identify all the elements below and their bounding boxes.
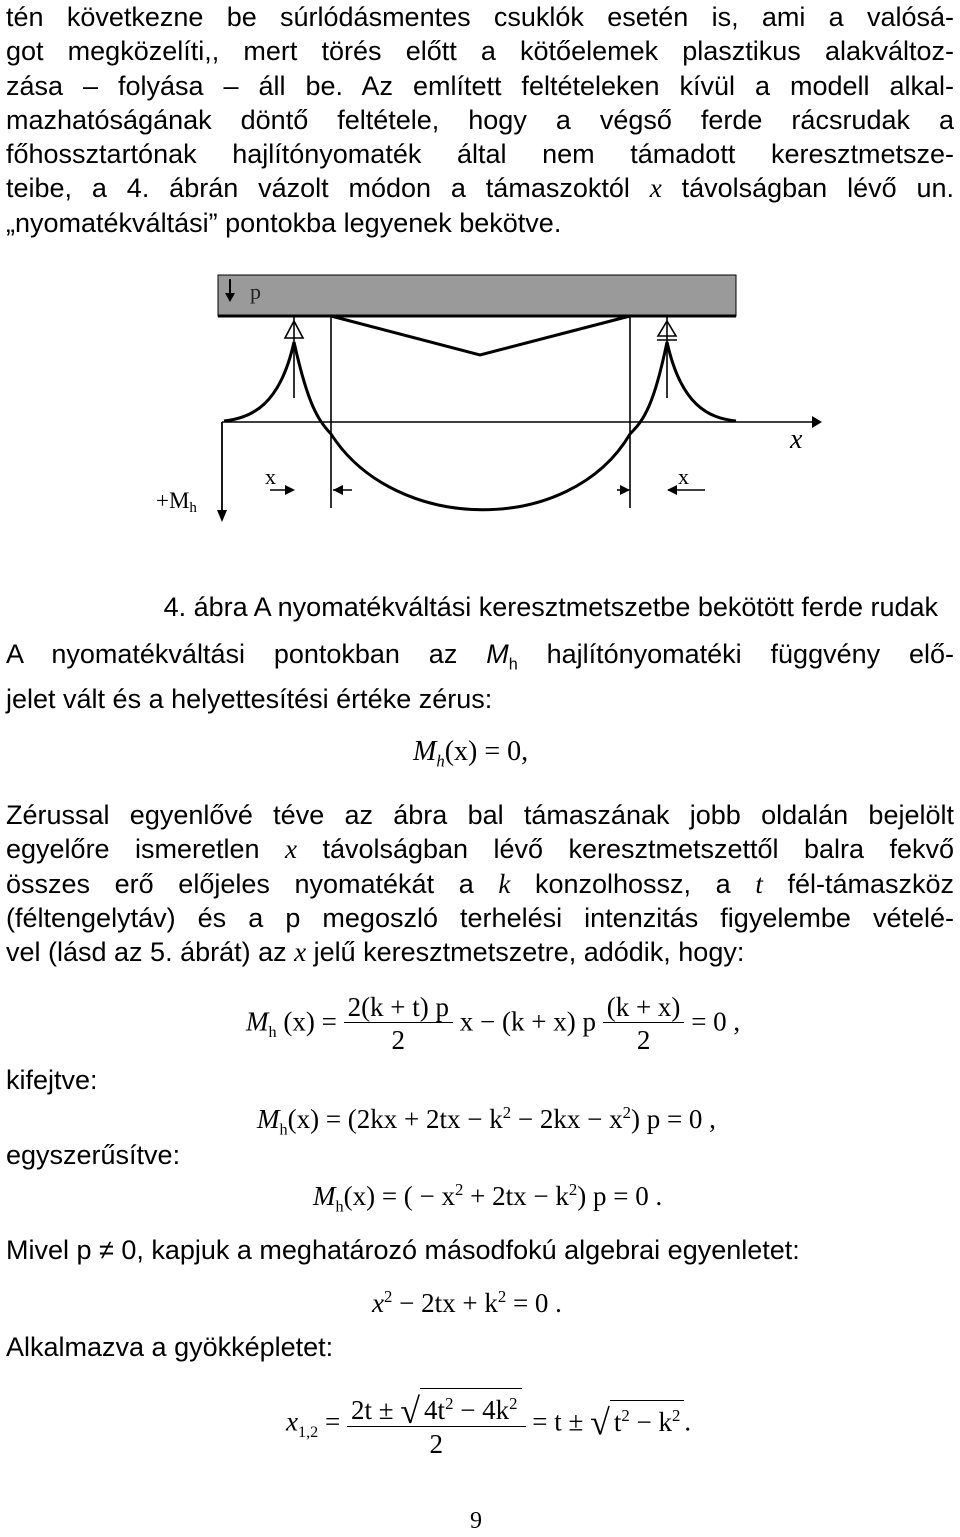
moment-label: +Mh [156,488,197,516]
text-line: tén következne be súrlódásmentes csuklók esetén is, ami a valósá- [6,2,954,32]
label-kifejtve: kifejtve: [6,1065,98,1095]
text-line: zása – folyása – áll be. Az említett feltételeken kívül a modell alkal- [6,70,954,101]
paragraph-3 [6,798,954,969]
label-egyszerusitve: egyszerűsítve: [6,1140,181,1170]
text-line: jelet vált és a helyettesítési értéke zérus: [6,683,493,714]
x-dimension-left [270,485,352,495]
equation-6: $x_{1,2}$ = $\frac{2t \pm √ 4t^2 - 4k^2}{2}$ = t ± √ $t^2 - k^2$ . [286,1388,691,1461]
figure-caption: 4. ábra A nyomatékváltási keresztmetszetbe bekötött ferde rudak [163,592,938,622]
text-line: got megközelíti,, mert törés előtt a kötőelemek plasztikus alakváltoz- [6,36,954,67]
mivel-text: Mivel p ≠ 0, kapjuk a meghatározó másodfokú algebrai egyenletet: [6,1235,800,1265]
inclined-bars [331,316,630,355]
alkalmazva-text: Alkalmazva a gyökképletet: [6,1332,334,1362]
text-line: vel (lásd az 5. ábrát) az x jelű keresztmetszetre, adódik, hogy: [6,937,745,968]
moment-diagram [224,342,736,510]
equation-5: $x^2 - 2tx + k^2 = 0$ . [372,1287,562,1318]
text-line: (féltengelytáv) és a p megoszló terhelési intenzitás figyelembe vételé- [6,902,954,933]
text-line: főhossztartónak hajlítónyomaték által nem támadott keresztmetsze- [6,139,954,170]
load-label: p [250,279,261,304]
text-line: összes erő előjeles nyomatékát a k konzolhossz, a t fél-támaszköz [6,868,955,899]
text-line: „nyomatékváltási” pontokba legyenek bekötve. [6,207,562,238]
equation-2: $M_h$ (x) = $\frac{2(k + t) p}{2}$ x − (k + x) p $\frac{(k + x)}{2}$ = 0 , [246,992,741,1055]
text-line: mazhatóságának döntő feltétele, hogy a végső ferde rácsrudak a [6,104,954,135]
figure-4-diagram [0,0,960,600]
equation-4: $M_h(x)$ = ( − $x^2 + 2tx - k^2$) p = 0 . [313,1180,663,1216]
equation-1: $M_h(x) = 0$, [413,736,529,771]
paragraph-2 [6,637,954,716]
x-axis-label: x [790,424,803,455]
beam [218,275,736,316]
text-line: A nyomatékváltási pontokban az $M_h$ hajlítónyomatéki függvény elő- [6,639,954,674]
x-label-left: x [265,464,276,489]
page-number: 9 [470,1508,482,1534]
equation-3: $M_h(x) = (2kx + 2tx - k^2 - 2kx - x^2) p = 0$ , [257,1103,716,1139]
text-line: Zérussal egyenlővé téve az ábra bal támaszának jobb oldalán bejelölt [6,800,954,830]
x-label-right: x [678,464,689,489]
text-line: teibe, a 4. ábrán vázolt módon a támaszoktól x távolságban lévő un. [6,173,954,204]
text-line: egyelőre ismeretlen x távolságban lévő keresztmetszettől balra fekvő [6,834,954,865]
